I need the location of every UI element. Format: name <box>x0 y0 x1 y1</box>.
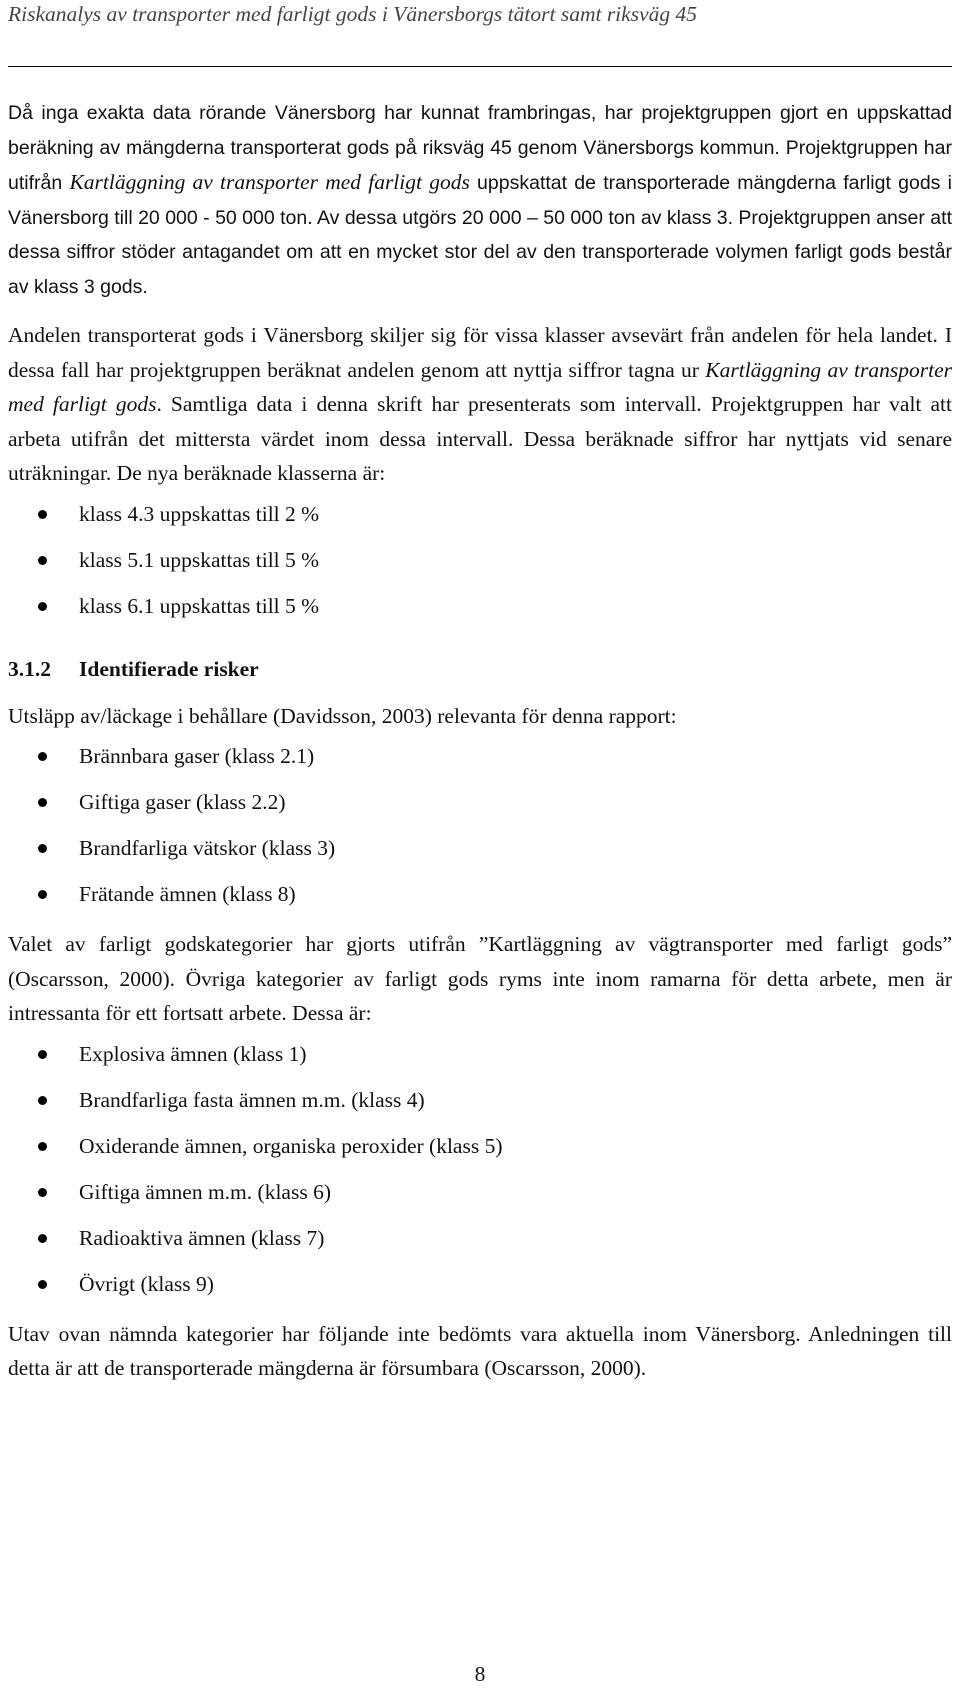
bullet-icon <box>38 510 47 519</box>
paragraph-conclusion: Utav ovan nämnda kategorier har följande inte bedömts vara aktuella inom Vänersborg. Anledningen till detta är att de transporterade mängderna är försumbara (Oscarsson, 2000). <box>8 1321 952 1380</box>
section-title: Identifierade risker <box>79 656 259 681</box>
list-item <box>8 537 952 583</box>
list-item <box>8 779 952 825</box>
list-item-text: Giftiga gaser (klass 2.2) <box>79 790 286 814</box>
list-item-text: Frätande ämnen (klass 8) <box>79 882 296 906</box>
bullet-icon <box>38 556 47 565</box>
other-categories-list <box>8 1031 952 1307</box>
bullet-icon <box>38 1188 47 1197</box>
bullet-icon <box>38 1280 47 1289</box>
paragraph-text: uppskattat de transporterade mängderna farligt gods i Vänersborg till 20 000 - 50 000 ton. Av dessa utgörs 20 000 – 50 000 ton av klass 3. Projektgruppen anser att dessa siffror stöder antagandet om att en mycket stor del av den transporterade volymen farligt gods består av klass 3 gods. <box>8 172 952 298</box>
list-item <box>8 1123 952 1169</box>
list-item <box>8 491 952 537</box>
list-item-text: Brännbara gaser (klass 2.1) <box>79 744 315 768</box>
list-item <box>8 1031 952 1077</box>
bullet-icon <box>38 1096 47 1105</box>
bullet-icon <box>38 1234 47 1243</box>
paragraph-category-choice: Valet av farligt godskategorier har gjorts utifrån ”Kartläggning av vägtransporter med farligt gods” (Oscarsson, 2000). Övriga kategorier av farligt gods ryms inte inom ramarna för detta arbete, men är intressanta för ett fortsatt arbete. Dessa är: <box>8 932 952 1025</box>
paragraph-text: . Samtliga data i denna skrift har presenterats som intervall. Projektgruppen har valt att arbeta utifrån det mittersta värdet inom dessa intervall. Dessa beräknade siffror har nyttjats vid senare uträkningar. De nya beräknade klasserna är: <box>8 392 952 485</box>
paragraph-text: Då inga exakta data rörande Vänersborg har kunnat frambringas, har projektgruppen gjort en uppskattad beräkning av mängderna transporterat gods på riksväg 45 genom Vänersborgs kommun. Projektgruppen har utifrån <box>8 102 952 194</box>
bullet-icon <box>38 890 47 899</box>
list-item-text: Oxiderande ämnen, organiska peroxider (klass 5) <box>79 1133 503 1158</box>
list-item <box>8 583 952 629</box>
list-item-text: Explosiva ämnen (klass 1) <box>79 1041 307 1066</box>
list-item-text: Giftiga ämnen m.m. (klass 6) <box>79 1179 331 1204</box>
header-rule <box>8 66 952 67</box>
running-header: Riskanalys av transporter med farligt gods i Vänersborgs tätort samt riksväg 45 <box>8 2 697 26</box>
bullet-icon <box>38 844 47 853</box>
title-reference: Kartläggning av transporter med farligt gods <box>8 357 952 416</box>
body-text <box>8 96 952 1386</box>
list-item <box>8 1169 952 1215</box>
identified-risks-list <box>8 733 952 917</box>
list-item <box>8 1077 952 1123</box>
bullet-icon <box>38 1050 47 1059</box>
title-reference: Kartläggning av transporter med farligt gods <box>69 170 470 194</box>
list-item-text: Brandfarliga vätskor (klass 3) <box>79 836 336 860</box>
list-item <box>8 871 952 917</box>
list-item-text: Brandfarliga fasta ämnen m.m. (klass 4) <box>79 1087 425 1112</box>
list-item-text: klass 4.3 uppskattas till 2 % <box>79 501 320 526</box>
list-item <box>8 1261 952 1307</box>
bullet-icon <box>38 602 47 611</box>
list-item-text: Övrigt (klass 9) <box>79 1271 214 1296</box>
list-item <box>8 825 952 871</box>
page-number: 8 <box>474 1662 486 1686</box>
section-heading <box>8 649 952 689</box>
paragraph-text: Andelen transporterat gods i Vänersborg skiljer sig för vissa klasser avsevärt från andelen för hela landet. I dessa fall har projektgruppen beräknat andelen genom att nyttja siffror tagna ur <box>8 323 952 382</box>
list-item <box>8 1215 952 1261</box>
list-item-text: klass 5.1 uppskattas till 5 % <box>79 547 320 572</box>
paragraph-risks-intro: Utsläpp av/läckage i behållare (Davidsson, 2003) relevanta för denna rapport: <box>8 703 677 728</box>
paragraph-transport-estimate <box>8 96 952 304</box>
class-estimate-list <box>8 491 952 629</box>
list-item-text: Radioaktiva ämnen (klass 7) <box>79 1225 325 1250</box>
list-item <box>8 733 952 779</box>
bullet-icon <box>38 798 47 807</box>
bullet-icon <box>38 752 47 761</box>
bullet-icon <box>38 1142 47 1151</box>
section-number: 3.1.2 <box>8 656 51 681</box>
list-item-text: klass 6.1 uppskattas till 5 % <box>79 593 320 618</box>
paragraph-class-shares <box>8 318 952 491</box>
